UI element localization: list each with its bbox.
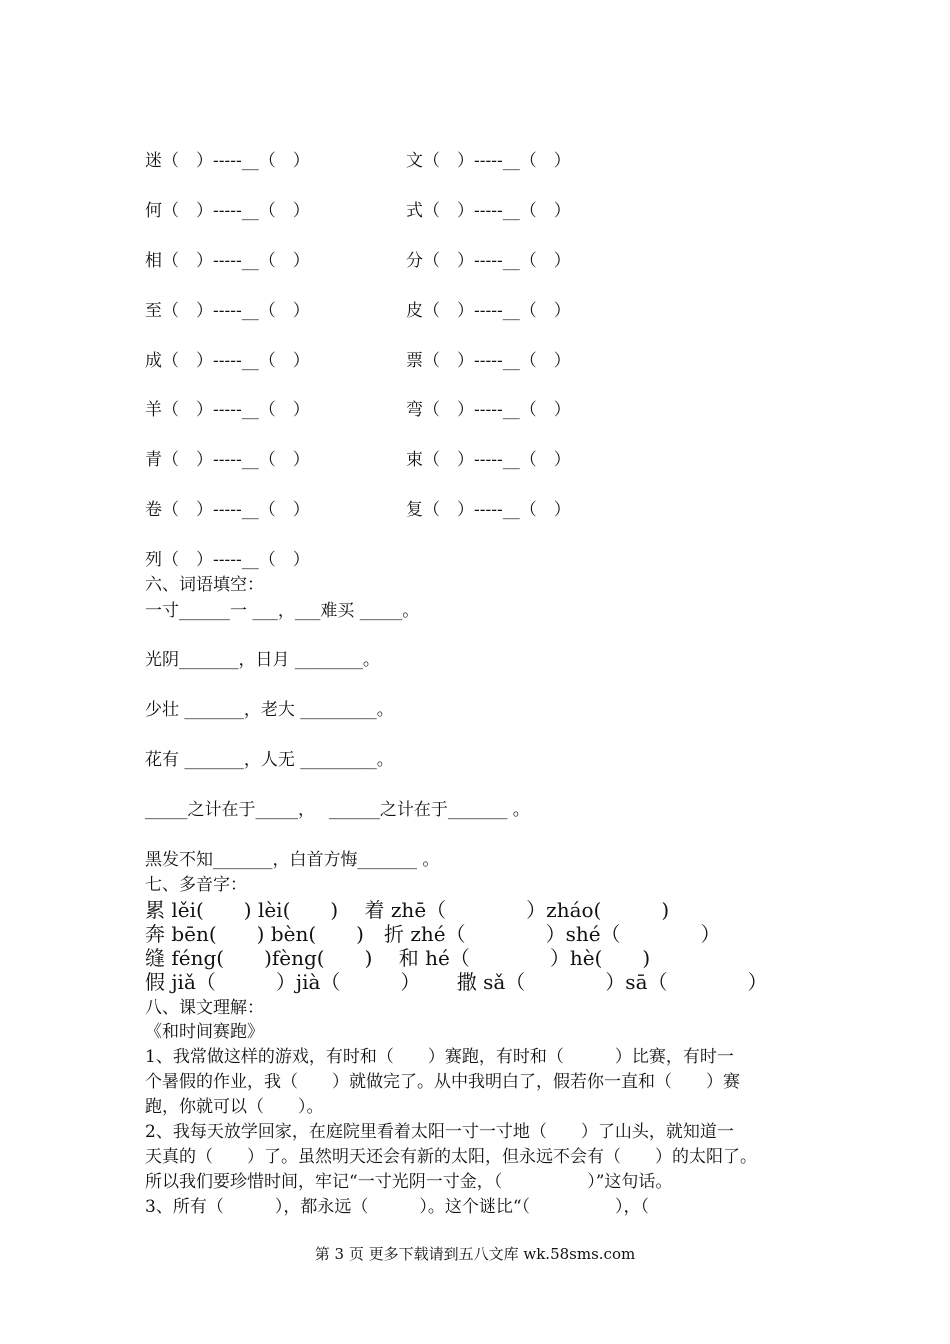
comprehension-line-7: 3、所有（ ），都永远（ ）。这个谜比“（ ），（ (145, 1197, 650, 1217)
fill-line-5: _____之计在于_____， ______之计在于_______ 。 (145, 800, 530, 820)
char-pair-left-6: 羊（ ）-----__（ ） (145, 400, 310, 420)
char-pair-left-7: 青（ ）-----__（ ） (145, 450, 310, 470)
fill-line-1: 一寸______一 ___，___难买 _____。 (145, 601, 420, 621)
fill-line-3: 少壮 _______，老大 _________。 (145, 700, 394, 720)
char-pair-right-1: 文（ ）-----__（ ） (406, 151, 571, 171)
char-pair-right-7: 束（ ）-----__（ ） (406, 450, 571, 470)
char-pair-left-8: 卷（ ）-----__（ ） (145, 500, 310, 520)
char-pair-left-4: 至（ ）-----__（ ） (145, 301, 310, 321)
char-pair-left-5: 成（ ）-----__（ ） (145, 351, 310, 371)
char-pair-left-1: 迷（ ）-----__（ ） (145, 151, 310, 171)
section7-title: 七、多音字： (145, 875, 247, 895)
comprehension-line-6: 所以我们要珍惜时间，牢记“一寸光阴一寸金，（ ）”这句话。 (145, 1172, 673, 1192)
fill-line-2: 光阴_______，日月 ________。 (145, 650, 380, 670)
comprehension-line-4: 2、我每天放学回家，在庭院里看着太阳一寸一寸地（ ）了山头，就知道一 (145, 1122, 734, 1142)
char-pair-right-5: 票（ ）-----__（ ） (406, 351, 571, 371)
char-pair-right-6: 弯（ ）-----__（ ） (406, 400, 571, 420)
polyphone-line-1: 累 lěi( ) lèi( ) 着 zhē（ ）zháo( ) (145, 898, 670, 922)
char-pair-left-3: 相（ ）-----__（ ） (145, 251, 310, 271)
fill-line-6: 黑发不知_______，白首方悔_______ 。 (145, 850, 440, 870)
section6-title: 六、词语填空： (145, 575, 264, 595)
polyphone-line-4: 假 jiǎ（ ）jià（ ） 撒 sǎ（ ）sā（ ） (145, 970, 768, 994)
comprehension-line-5: 天真的（ ）了。虽然明天还会有新的太阳，但永远不会有（ ）的太阳了。 (145, 1147, 757, 1167)
page-footer: 第 3 页 更多下载请到五八文库 wk.58sms.com (314, 1245, 636, 1263)
char-pair-right-8: 复（ ）-----__（ ） (406, 500, 571, 520)
char-pair-right-4: 皮（ ）-----__（ ） (406, 301, 571, 321)
char-pair-left-9: 列（ ）-----__（ ） (145, 550, 310, 570)
section8-title: 八、课文理解： (145, 998, 264, 1018)
char-pair-right-2: 式（ ）-----__（ ） (406, 201, 571, 221)
char-pair-right-3: 分（ ）-----__（ ） (406, 251, 571, 271)
comprehension-line-3: 跑，你就可以（ ）。 (145, 1097, 324, 1117)
polyphone-line-3: 缝 féng( )fèng( ) 和 hé（ ）hè( ) (145, 946, 651, 970)
char-pair-left-2: 何（ ）-----__（ ） (145, 201, 310, 221)
polyphone-line-2: 奔 bēn( ) bèn( ) 折 zhé（ ）shé（ ） (145, 922, 721, 946)
text-title: 《和时间赛跑》 (145, 1022, 264, 1042)
fill-line-4: 花有 _______，人无 _________。 (145, 750, 394, 770)
comprehension-line-1: 1、我常做这样的游戏，有时和（ ）赛跑，有时和（ ）比赛，有时一 (145, 1047, 734, 1067)
comprehension-line-2: 个暑假的作业，我（ ）就做完了。从中我明白了，假若你一直和（ ）赛 (145, 1072, 740, 1092)
